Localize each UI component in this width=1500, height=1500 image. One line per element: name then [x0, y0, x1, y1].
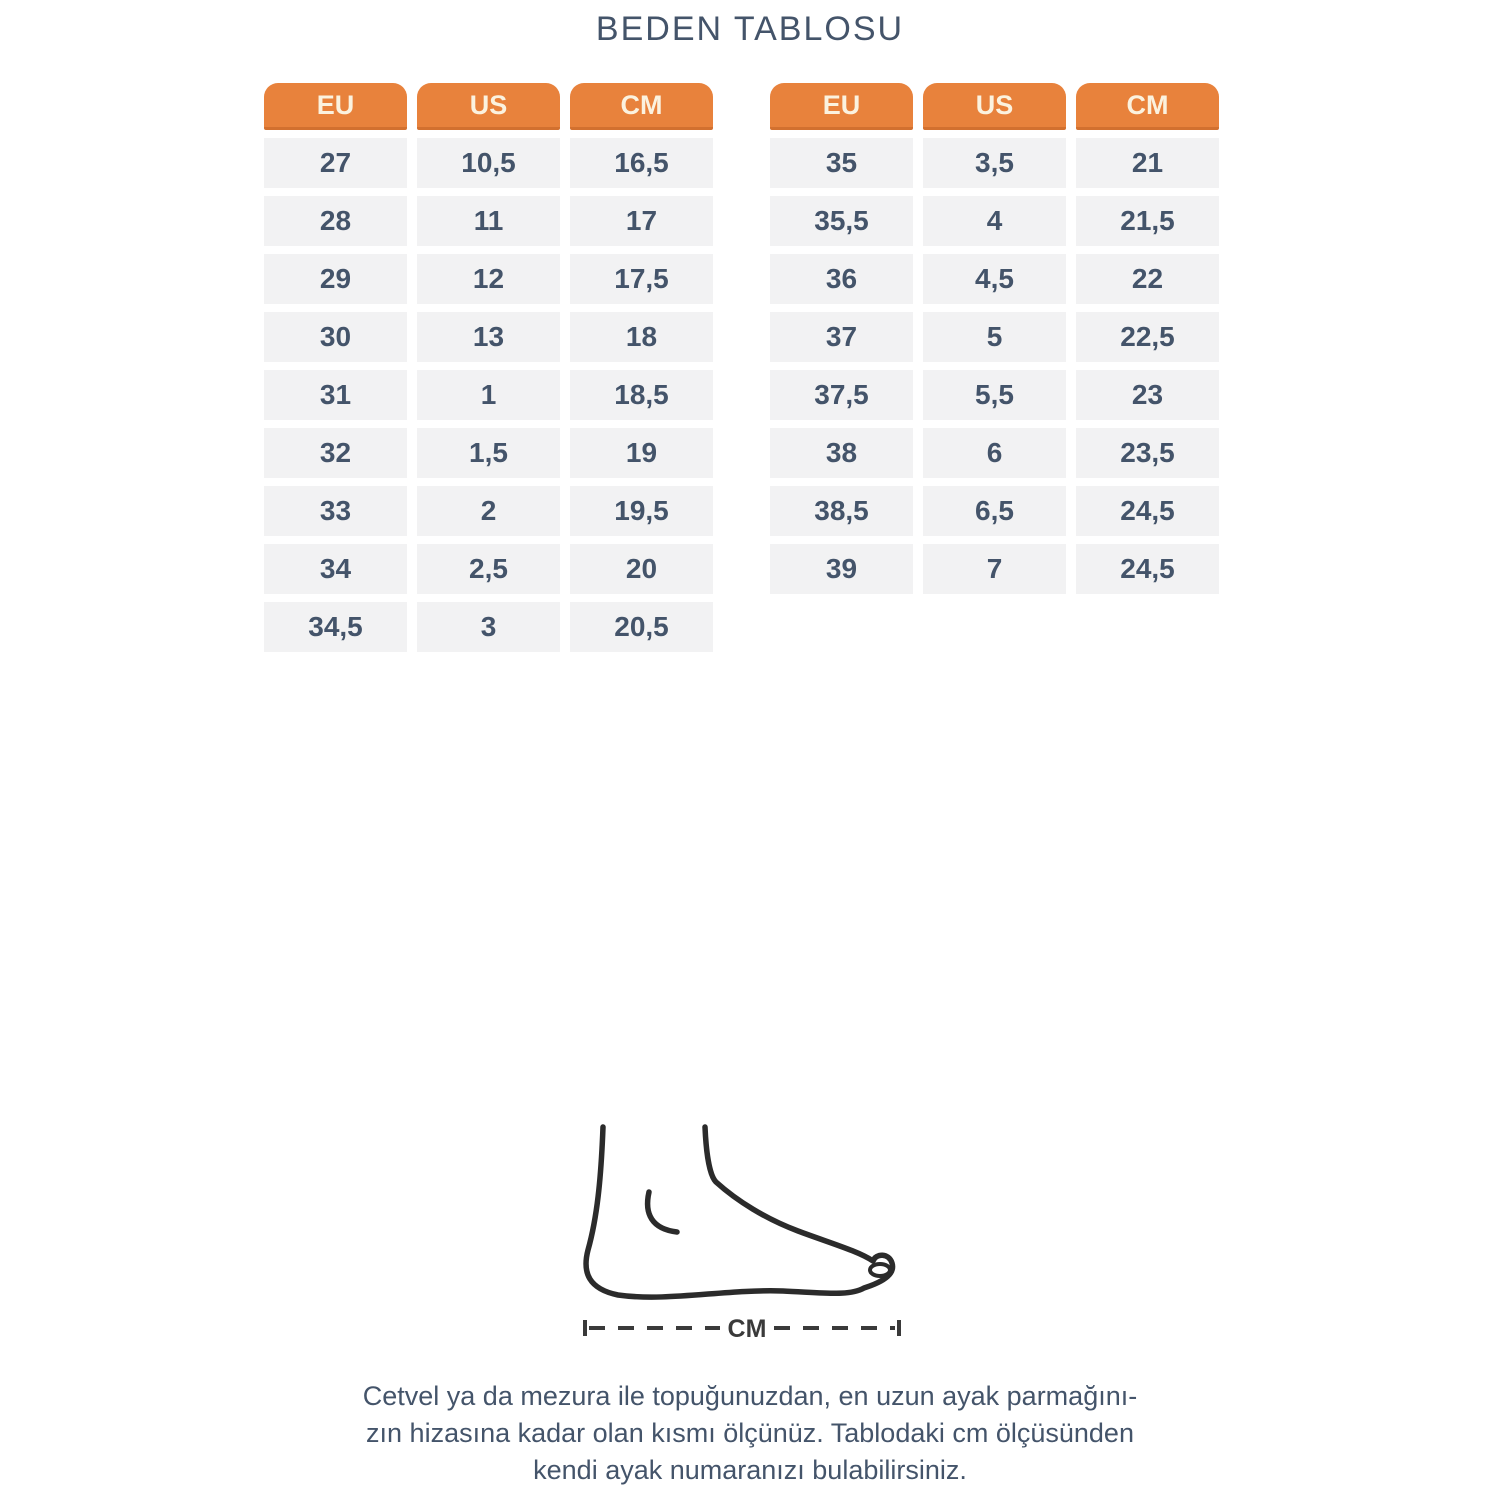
size-cell: 34: [264, 544, 407, 594]
cm-unit-label: CM: [727, 1315, 767, 1343]
measurement-instructions: [0, 1378, 1500, 1489]
size-cell: 7: [923, 544, 1066, 594]
size-cell: 18: [570, 312, 713, 362]
size-cell: 4,5: [923, 254, 1066, 304]
size-cell: 12: [417, 254, 560, 304]
size-cell: 30: [264, 312, 407, 362]
size-cell: 38: [770, 428, 913, 478]
column-header-eu: EU: [770, 83, 913, 130]
size-cell: 38,5: [770, 486, 913, 536]
instructions-line-2: zın hizasına kadar olan kısmı ölçünüz. Tablodaki cm ölçüsünden: [366, 1418, 1134, 1448]
size-cell: 20,5: [570, 602, 713, 652]
size-cell: 39: [770, 544, 913, 594]
size-cell: 34,5: [264, 602, 407, 652]
size-cell: 16,5: [570, 138, 713, 188]
size-cell: 10,5: [417, 138, 560, 188]
size-cell: 20: [570, 544, 713, 594]
page-title: BEDEN TABLOSU: [595, 10, 905, 48]
size-cell: 21: [1076, 138, 1219, 188]
size-cell: 17,5: [570, 254, 713, 304]
size-cell: 2: [417, 486, 560, 536]
size-cell: 36: [770, 254, 913, 304]
size-cell: 18,5: [570, 370, 713, 420]
size-table-right: [770, 83, 1219, 594]
size-cell: 31: [264, 370, 407, 420]
size-cell: 2,5: [417, 544, 560, 594]
size-cell: 11: [417, 196, 560, 246]
size-cell: 22,5: [1076, 312, 1219, 362]
size-cell: 21,5: [1076, 196, 1219, 246]
size-cell: 24,5: [1076, 544, 1219, 594]
size-cell: 5,5: [923, 370, 1066, 420]
size-cell: 3,5: [923, 138, 1066, 188]
column-header-eu: EU: [264, 83, 407, 130]
size-cell: 19: [570, 428, 713, 478]
size-cell: 23: [1076, 370, 1219, 420]
column-header-us: US: [417, 83, 560, 130]
toenail-shape: [870, 1264, 890, 1276]
size-cell: 22: [1076, 254, 1219, 304]
size-cell: 5: [923, 312, 1066, 362]
size-cell: 28: [264, 196, 407, 246]
size-cell: 3: [417, 602, 560, 652]
size-cell: 24,5: [1076, 486, 1219, 536]
ankle-curve-path: [648, 1192, 677, 1232]
size-cell: 29: [264, 254, 407, 304]
size-cell: 27: [264, 138, 407, 188]
size-cell: 6: [923, 428, 1066, 478]
size-cell: 13: [417, 312, 560, 362]
size-cell: 37,5: [770, 370, 913, 420]
foot-outline-illustration: [540, 1080, 960, 1360]
size-cell: 17: [570, 196, 713, 246]
size-cell: 35: [770, 138, 913, 188]
size-cell: 4: [923, 196, 1066, 246]
column-header-cm: CM: [570, 83, 713, 130]
size-cell: 35,5: [770, 196, 913, 246]
foot-outline-path: [586, 1127, 893, 1297]
size-cell: 23,5: [1076, 428, 1219, 478]
size-cell: 1: [417, 370, 560, 420]
size-cell: 33: [264, 486, 407, 536]
column-header-cm: CM: [1076, 83, 1219, 130]
size-table-left: [264, 83, 713, 652]
size-cell: 37: [770, 312, 913, 362]
size-cell: 19,5: [570, 486, 713, 536]
instructions-line-1: Cetvel ya da mezura ile topuğunuzdan, en uzun ayak parmağını-: [362, 1381, 1138, 1411]
size-cell: 32: [264, 428, 407, 478]
size-cell: 6,5: [923, 486, 1066, 536]
size-cell: 1,5: [417, 428, 560, 478]
column-header-us: US: [923, 83, 1066, 130]
instructions-line-3: kendi ayak numaranızı bulabilirsiniz.: [533, 1455, 967, 1485]
